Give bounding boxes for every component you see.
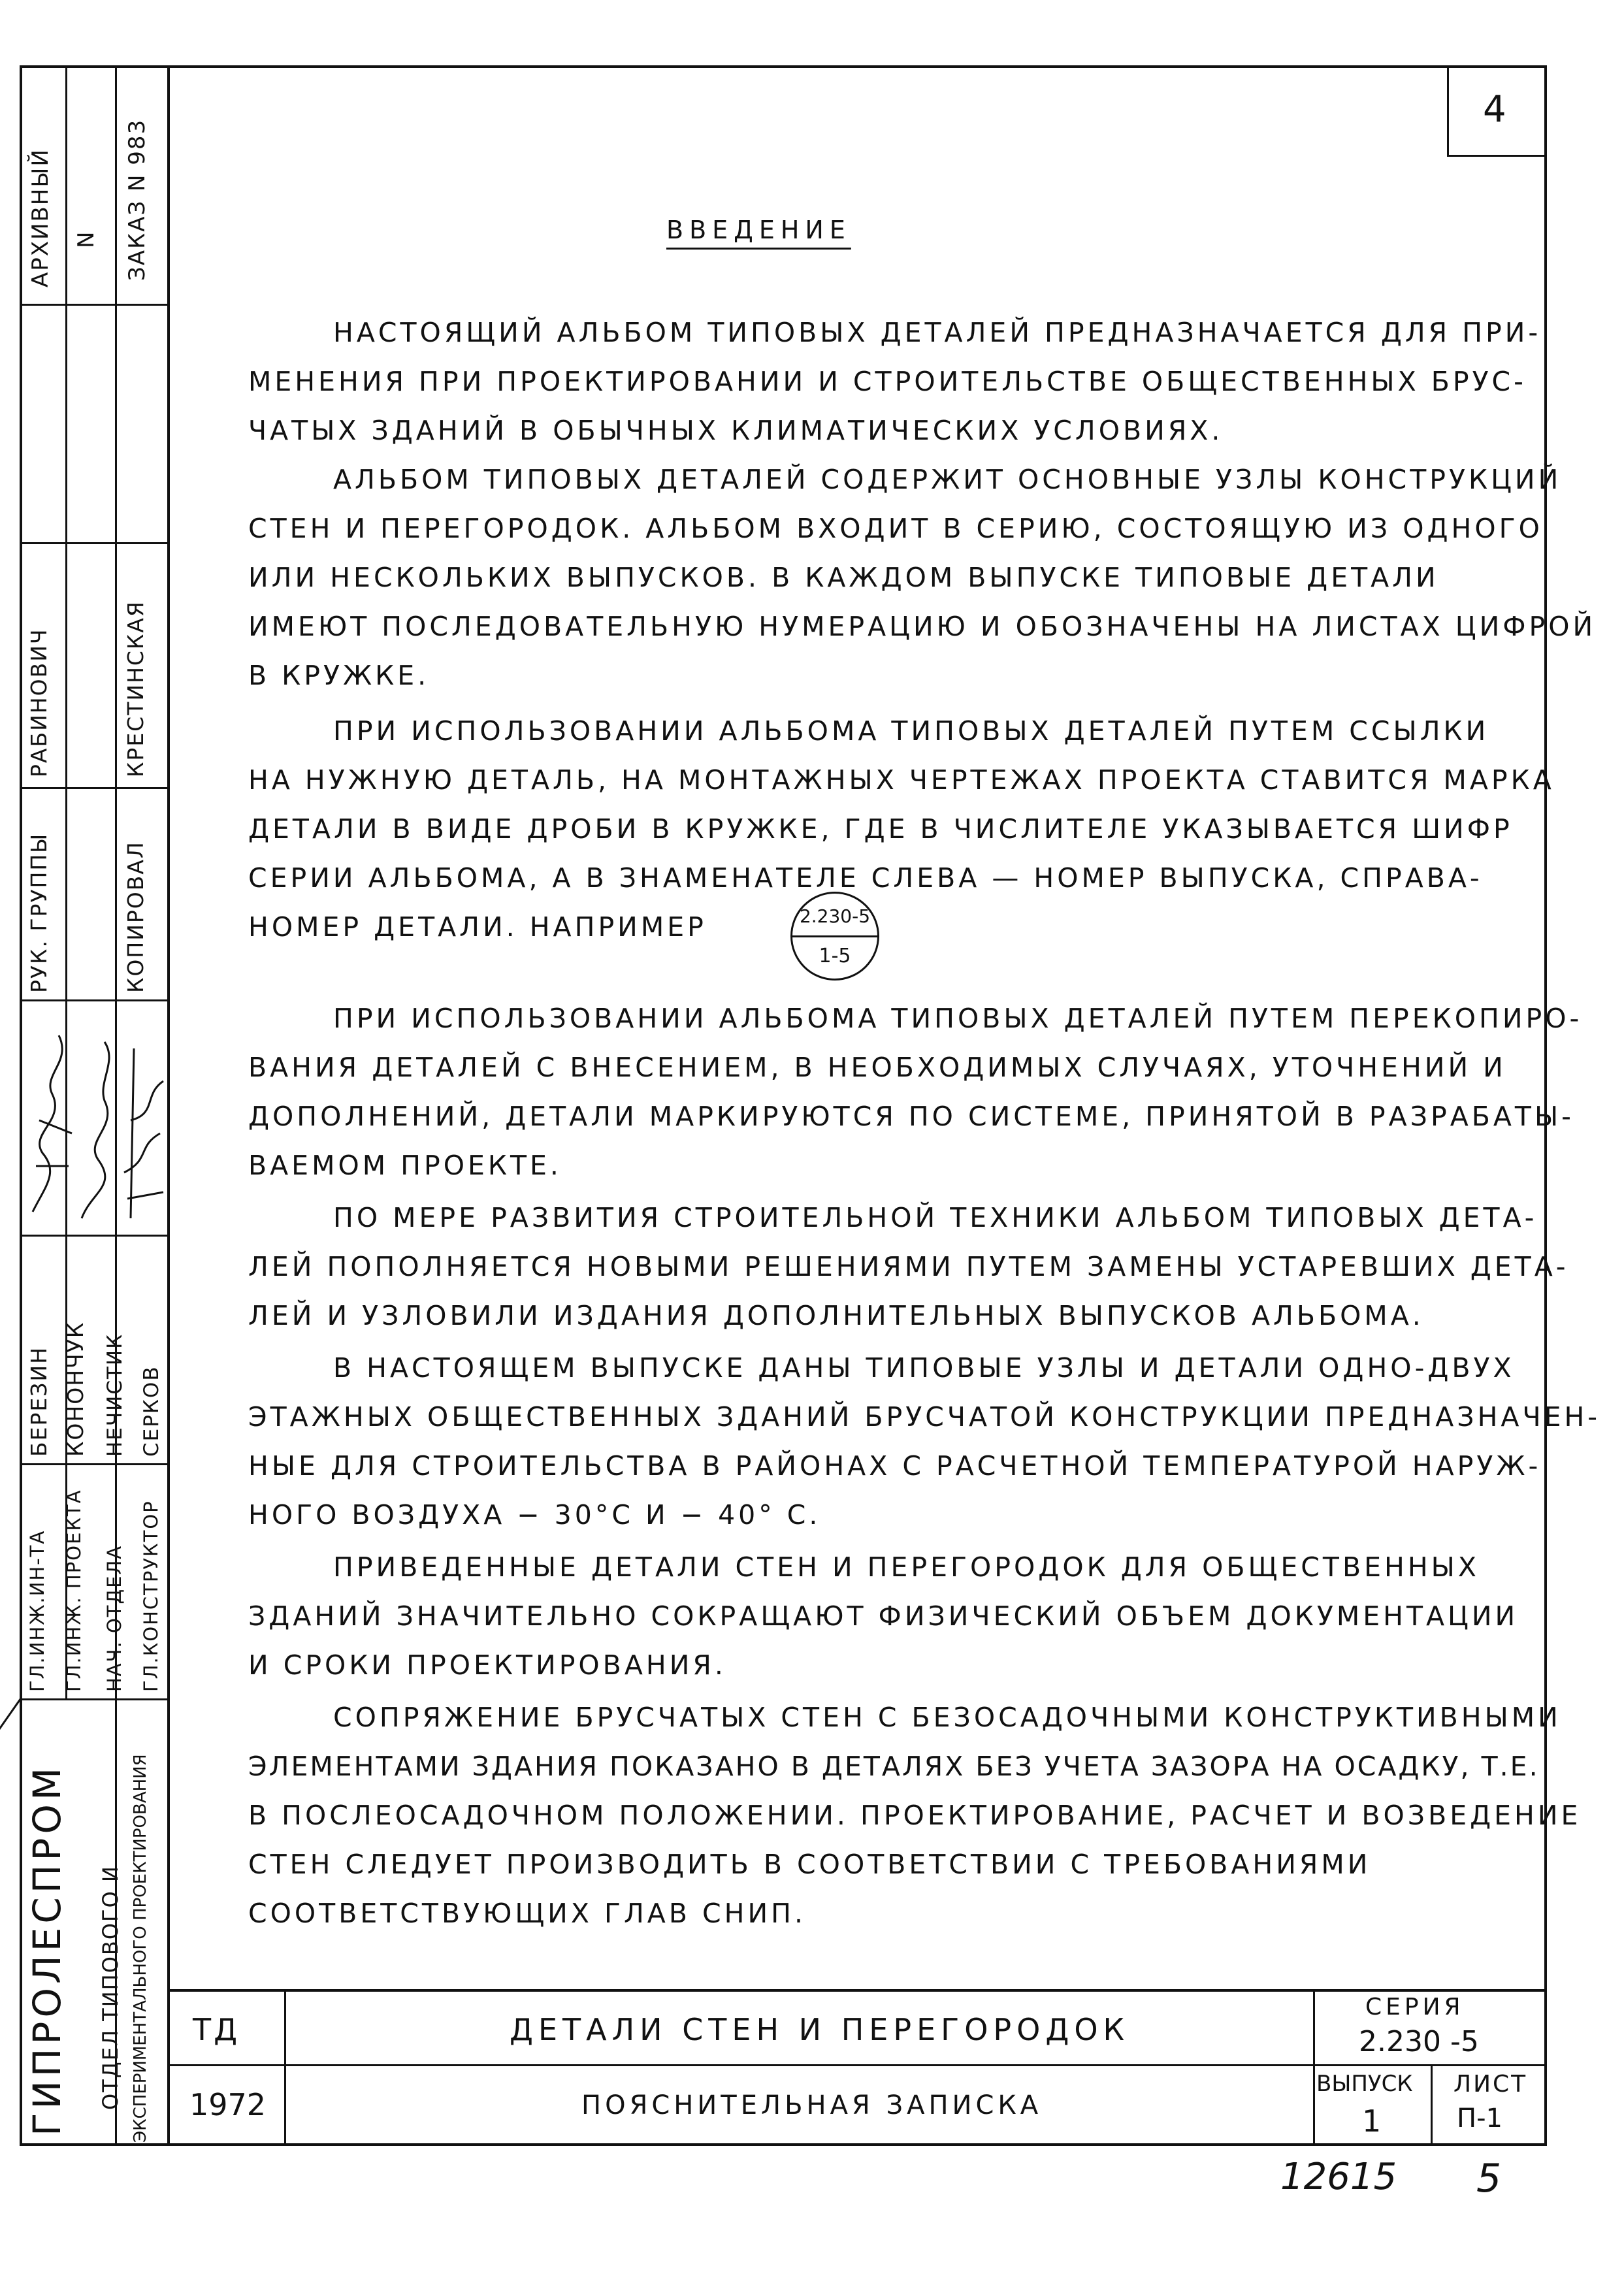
body-line-19: ЛЕЙ ПОПОЛНЯЕТСЯ НОВЫМИ РЕШЕНИЯМИ ПУТЕМ ЗАМЕНЫ УСТАРЕВШИХ ДЕТА- (248, 1251, 1569, 1282)
body-line-31: СТЕН СЛЕДУЕТ ПРОИЗВОДИТЬ В СООТВЕТСТВИИ С ТРЕБОВАНИЯМИ (248, 1849, 1371, 1880)
body-line-7: ИМЕЮТ ПОСЛЕДОВАТЕЛЬНУЮ НУМЕРАЦИЮ И ОБОЗНАЧЕНЫ НА ЛИСТАХ ЦИФРОЙ (248, 611, 1597, 642)
stamp-order: ЗАКАЗ N 983 (124, 118, 150, 281)
stamp-archive: АРХИВНЫЙ (27, 148, 54, 287)
example-mark-numerator: 2.230-5 (799, 905, 871, 927)
stamp-sep-5 (20, 1235, 169, 1237)
tb-mid (167, 2064, 1547, 2066)
tb-issue-label: ВЫПУСК (1316, 2071, 1413, 2097)
stamp-role-4: ГЛ.КОНСТРУКТОР (140, 1500, 162, 1692)
tb-subtitle: ПОЯСНИТЕЛЬНАЯ ЗАПИСКА (581, 2090, 1043, 2120)
body-line-32: СООТВЕТСТВУЮЩИХ ГЛАВ СНИП. (248, 1898, 807, 1929)
tb-series: 2.230 -5 (1359, 2025, 1479, 2058)
body-line-26: ЗДАНИЙ ЗНАЧИТЕЛЬНО СОКРАЩАЮТ ФИЗИЧЕСКИЙ ОБЪЕМ ДОКУМЕНТАЦИИ (248, 1600, 1519, 1632)
stamp-name-4: СЕРКОВ (140, 1365, 163, 1457)
tb-issue: 1 (1362, 2103, 1382, 2139)
stamp-sep-7 (20, 1698, 169, 1700)
tb-code: ТД (193, 2012, 240, 2047)
stamp-sep-2 (20, 542, 169, 544)
stamp-role-3: НАЧ. ОТДЕЛА (103, 1544, 125, 1692)
stamp-sep-4 (20, 999, 169, 1001)
body-line-29: ЭЛЕМЕНТАМИ ЗДАНИЯ ПОКАЗАНО В ДЕТАЛЯХ БЕЗ УЧЕТА ЗАЗОРА НА ОСАДКУ, Т.Е. (248, 1751, 1540, 1782)
stamp-sep-6 (20, 1463, 169, 1465)
stamp-group-lead-name: РАБИНОВИЧ (26, 628, 52, 777)
tb-name: ДЕТАЛИ СТЕН И ПЕРЕГОРОДОК (510, 2012, 1130, 2047)
stamp-sep-3 (20, 787, 169, 789)
stamp-name-2: КОНОНЧУК (63, 1321, 88, 1457)
page-box-bottom (1447, 155, 1547, 157)
tb-year: 1972 (189, 2087, 267, 2122)
body-line-22: ЭТАЖНЫХ ОБЩЕСТВЕННЫХ ЗДАНИЙ БРУСЧАТОЙ КОНСТРУКЦИИ ПРЕДНАЗНАЧЕН- (248, 1401, 1601, 1433)
footer-number: 12615 (1280, 2156, 1397, 2198)
body-line-17: ВАЕМОМ ПРОЕКТЕ. (248, 1150, 562, 1181)
stamp-group-lead: РУК. ГРУППЫ (26, 832, 52, 993)
body-line-6: ИЛИ НЕСКОЛЬКИХ ВЫПУСКОВ. В КАЖДОМ ВЫПУСКЕ ТИПОВЫЕ ДЕТАЛИ (248, 562, 1439, 593)
footer-page: 5 (1476, 2156, 1502, 2201)
body-line-25: ПРИВЕДЕННЫЕ ДЕТАЛИ СТЕН И ПЕРЕГОРОДОК ДЛЯ ОБЩЕСТВЕННЫХ (333, 1551, 1480, 1583)
stamp-number-label: N (73, 230, 99, 248)
tb-col-series (1313, 1989, 1315, 2146)
page-box-left (1447, 65, 1449, 157)
body-line-30: В ПОСЛЕОСАДОЧНОМ ПОЛОЖЕНИИ. ПРОЕКТИРОВАНИЕ, РАСЧЕТ И ВОЗВЕДЕНИЕ (248, 1800, 1582, 1831)
body-line-14: ПРИ ИСПОЛЬЗОВАНИИ АЛЬБОМА ТИПОВЫХ ДЕТАЛЕЙ ПУТЕМ ПЕРЕКОПИРО- (333, 1003, 1583, 1034)
body-line-3: ЧАТЫХ ЗДАНИЙ В ОБЫЧНЫХ КЛИМАТИЧЕСКИХ УСЛОВИЯХ. (248, 415, 1224, 446)
body-line-5: СТЕН И ПЕРЕГОРОДОК. АЛЬБОМ ВХОДИТ В СЕРИЮ, СОСТОЯЩУЮ ИЗ ОДНОГО (248, 513, 1543, 544)
stamp-sep-1 (20, 304, 169, 306)
stamp-role-2: ГЛ.ИНЖ. ПРОЕКТА (63, 1489, 85, 1692)
body-line-15: ВАНИЯ ДЕТАЛЕЙ С ВНЕСЕНИЕМ, В НЕОБХОДИМЫХ СЛУЧАЯХ, УТОЧНЕНИЙ И (248, 1052, 1506, 1083)
body-line-20: ЛЕЙ И УЗЛОВИЛИ ИЗДАНИЯ ДОПОЛНИТЕЛЬНЫХ ВЫПУСКОВ АЛЬБОМА. (248, 1300, 1424, 1331)
example-mark (790, 892, 879, 981)
signatures-drawing (20, 1003, 169, 1231)
tb-series-label: СЕРИЯ (1365, 1994, 1465, 2020)
body-line-21: В НАСТОЯЩЕМ ВЫПУСКЕ ДАНЫ ТИПОВЫЕ УЗЛЫ И ДЕТАЛИ ОДНО-ДВУХ (333, 1352, 1515, 1384)
body-line-16: ДОПОЛНЕНИЙ, ДЕТАЛИ МАРКИРУЮТСЯ ПО СИСТЕМЕ, ПРИНЯТОЙ В РАЗРАБАТЫ- (248, 1101, 1574, 1132)
body-line-4: АЛЬБОМ ТИПОВЫХ ДЕТАЛЕЙ СОДЕРЖИТ ОСНОВНЫЕ УЗЛЫ КОНСТРУКЦИЙ (333, 464, 1562, 495)
stamp-department-2: ЭКСПЕРИМЕНТАЛЬНОГО ПРОЕКТИРОВАНИЯ (131, 1754, 150, 2143)
body-line-28: СОПРЯЖЕНИЕ БРУСЧАТЫХ СТЕН С БЕЗОСАДОЧНЫМИ КОНСТРУКТИВНЫМИ (333, 1702, 1561, 1733)
example-mark-divider (792, 935, 877, 937)
page-title: ВВЕДЕНИЕ (666, 216, 851, 244)
stamp-name-1: БЕРЕЗИН (26, 1346, 52, 1457)
body-line-8: В КРУЖКЕ. (248, 660, 430, 691)
tb-sheet-label: ЛИСТ (1453, 2071, 1528, 2098)
page-number: 4 (1483, 88, 1506, 131)
stamp-copied-name: КРЕСТИНСКАЯ (123, 600, 148, 777)
tb-col-issue (1431, 2064, 1433, 2146)
body-line-2: МЕНЕНИЯ ПРИ ПРОЕКТИРОВАНИИ И СТРОИТЕЛЬСТВЕ ОБЩЕСТВЕННЫХ БРУС- (248, 366, 1527, 397)
body-line-23: НЫЕ ДЛЯ СТРОИТЕЛЬСТВА В РАЙОНАХ С РАСЧЕТНОЙ ТЕМПЕРАТУРОЙ НАРУЖ- (248, 1450, 1542, 1482)
body-line-9: ПРИ ИСПОЛЬЗОВАНИИ АЛЬБОМА ТИПОВЫХ ДЕТАЛЕЙ ПУТЕМ ССЫЛКИ (333, 715, 1489, 747)
body-line-27: И СРОКИ ПРОЕКТИРОВАНИЯ. (248, 1649, 726, 1681)
body-line-18: ПО МЕРЕ РАЗВИТИЯ СТРОИТЕЛЬНОЙ ТЕХНИКИ АЛЬБОМ ТИПОВЫХ ДЕТА- (333, 1202, 1538, 1233)
body-line-13: НОМЕР ДЕТАЛИ. НАПРИМЕР (248, 911, 707, 943)
body-line-11: ДЕТАЛИ В ВИДЕ ДРОБИ В КРУЖКЕ, ГДЕ В ЧИСЛИТЕЛЕ УКАЗЫВАЕТСЯ ШИФР (248, 813, 1513, 845)
example-mark-denominator: 1-5 (819, 945, 851, 967)
stamp-department-1: ОТДЕЛ ТИПОВОГО И (98, 1865, 123, 2110)
tb-col-code (284, 1989, 286, 2146)
stamp-organization: ГИПРОЛЕСПРОМ (25, 1763, 69, 2136)
tb-top (167, 1989, 1547, 1992)
stamp-copied: КОПИРОВАЛ (123, 841, 148, 993)
body-line-12: СЕРИИ АЛЬБОМА, А В ЗНАМЕНАТЕЛЕ СЛЕВА — НОМЕР ВЫПУСКА, СПРАВА- (248, 862, 1483, 894)
stamp-role-1: ГЛ.ИНЖ.ИН-ТА (26, 1529, 48, 1692)
body-line-10: НА НУЖНУЮ ДЕТАЛЬ, НА МОНТАЖНЫХ ЧЕРТЕЖАХ ПРОЕКТА СТАВИТСЯ МАРКА (248, 764, 1555, 796)
stamp-name-3: НЕЧИСТИК (103, 1333, 127, 1457)
body-line-1: НАСТОЯЩИЙ АЛЬБОМ ТИПОВЫХ ДЕТАЛЕЙ ПРЕДНАЗНАЧАЕТСЯ ДЛЯ ПРИ- (333, 317, 1542, 348)
tb-sheet: П-1 (1457, 2103, 1502, 2133)
frame-bottom (20, 2143, 1547, 2146)
body-line-24: НОГО ВОЗДУХА − 30°С И − 40° С. (248, 1499, 821, 1531)
frame-top (20, 65, 1547, 68)
stamp-slash (0, 1698, 21, 1732)
